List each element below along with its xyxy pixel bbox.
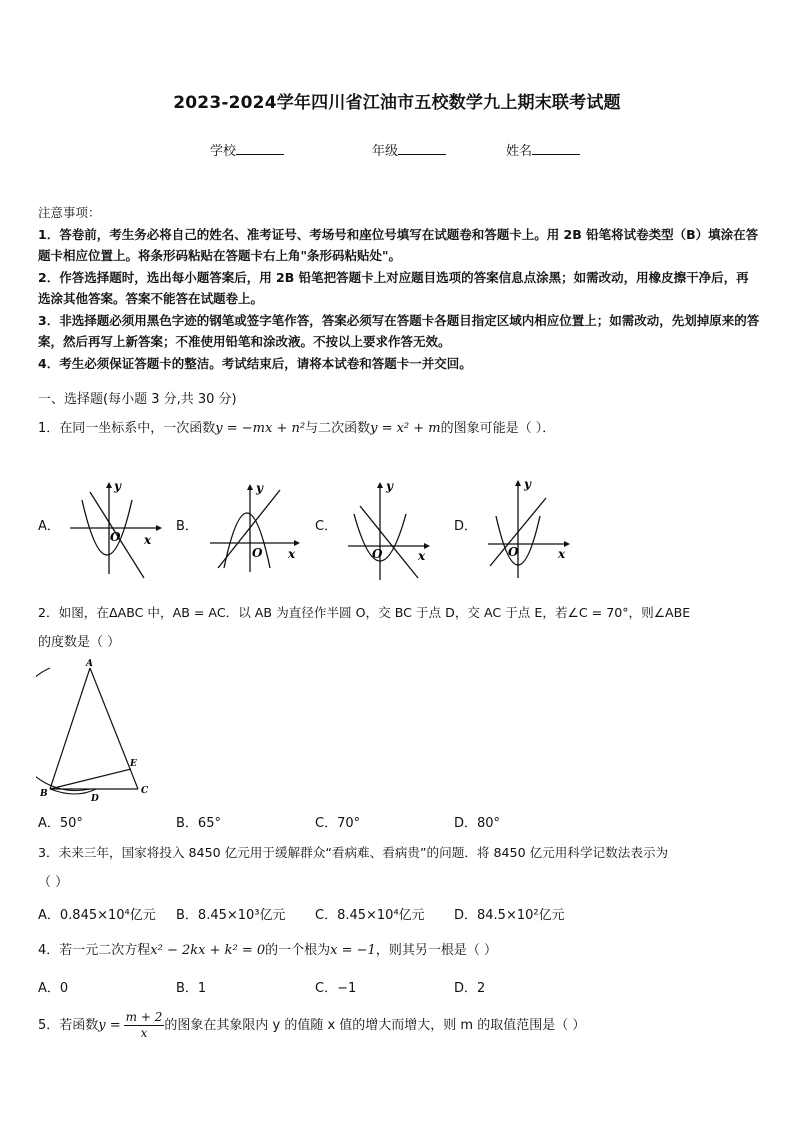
- x-label: x: [418, 549, 426, 563]
- q1-option-d-label: D．: [454, 519, 478, 534]
- label-e: E: [130, 759, 137, 769]
- school-label: 学校: [210, 144, 237, 159]
- question-4: [38, 940, 758, 962]
- q3-line-2: （ ）: [38, 875, 69, 890]
- x-label: x: [558, 547, 566, 561]
- x-label: x: [288, 547, 296, 561]
- side-ac: [90, 668, 138, 789]
- question-3: [38, 842, 758, 894]
- semicircle-arc: [36, 668, 90, 791]
- q4-option-b: B．1: [176, 981, 207, 996]
- q2-option-c: C．70°: [315, 816, 361, 831]
- q1-prefix: 1．在同一坐标系中，一次函数: [38, 421, 216, 436]
- segment-be: [50, 769, 131, 789]
- section-title: 一、选择题(每小题 3 分,共 30 分): [38, 392, 237, 407]
- x-label: x: [144, 533, 152, 547]
- q4-equation: x² − 2kx + k² = 0: [150, 943, 266, 958]
- school-blank: [236, 142, 284, 155]
- q4-prefix: 4．若一元二次方程: [38, 943, 151, 958]
- y-label: y: [114, 479, 121, 493]
- line: [218, 490, 280, 568]
- name-blank: [532, 142, 580, 155]
- q4-suffix: ，则其另一根是（ ）: [375, 943, 497, 958]
- q2-option-b: B．65°: [176, 816, 221, 831]
- origin-label: O: [372, 547, 383, 561]
- q1-graph-a: [64, 470, 164, 582]
- q5-fraction: [124, 1010, 165, 1041]
- q3-option-a: A．0.845×10⁴亿元: [38, 908, 156, 923]
- question-5: [38, 1010, 758, 1041]
- grade-blank: [398, 142, 446, 155]
- page-title: 2023-2024学年四川省江油市五校数学九上期末联考试题: [173, 93, 621, 113]
- q2-triangle-figure: [36, 656, 156, 802]
- q3-line-1: 3．未来三年，国家将投入 8450 亿元用于缓解群众“看病难、看病贵”的问题．将 8450 亿元用科学记数法表示为: [38, 845, 669, 860]
- y-axis-arrow: [247, 484, 253, 490]
- y-axis-arrow: [515, 480, 521, 486]
- note-item: 4．考生必须保证答题卡的整洁。考试结束后，请将本试卷和答题卡一并交回。: [38, 355, 472, 371]
- q1-option-b-label: B．: [176, 519, 198, 534]
- note-item: 3．非选择题必须用黑色字迹的钢笔或签字笔作答，答案必须写在答题卡各题目指定区域内相应位置上；如需改动，先划掉原来的答案，然后再写上新答案；不准使用铅笔和涂改液。不按以上要求作答无效。: [38, 312, 760, 349]
- q2-option-a: A．50°: [38, 816, 83, 831]
- q4-option-a: A．0: [38, 981, 69, 996]
- q1-graph-c: [344, 476, 438, 586]
- q1-graph-b: [204, 476, 308, 576]
- q1-middle: 与二次函数: [305, 421, 371, 436]
- q2-line-1: 2．如图，在ΔABC 中，AB = AC．以 AB 为直径作半圆 O，交 BC 于点 D，交 AC 于点 E，若∠C = 70°，则∠ABE: [38, 605, 691, 620]
- notes-block: [38, 202, 760, 374]
- question-2: [38, 602, 758, 654]
- q3-option-c: C．8.45×10⁴亿元: [315, 908, 425, 923]
- grade-label: 年级: [372, 144, 399, 159]
- y-label: y: [524, 477, 531, 491]
- question-1: [38, 418, 758, 440]
- note-item: 1．答卷前，考生务必将自己的姓名、准考证号、考场号和座位号填写在试题卷和答题卡上。用 2B 铅笔将试卷类型（B）填涂在答题卡相应位置上。将条形码粘贴在答题卡右上角"条形码粘贴处"。: [38, 226, 759, 263]
- q1-graph-d: [484, 474, 576, 584]
- school-field: [210, 140, 284, 159]
- q1-suffix: 的图象可能是（ ）．: [440, 421, 556, 436]
- q4-option-d: D．2: [454, 981, 486, 996]
- q4-option-c: C．−1: [315, 981, 357, 996]
- notes-heading: 注意事项：: [38, 205, 101, 220]
- parabola: [224, 513, 270, 568]
- q3-option-d: D．84.5×10²亿元: [454, 908, 565, 923]
- q4-root: x = −1: [330, 943, 376, 958]
- name-label: 姓名: [506, 144, 533, 159]
- label-c: C: [141, 786, 149, 796]
- label-d: D: [91, 794, 99, 802]
- q2-line-2: 的度数是（ ）: [38, 635, 121, 650]
- q5-denominator: x: [140, 1026, 148, 1040]
- x-axis-arrow: [294, 540, 300, 546]
- x-axis-arrow: [156, 525, 162, 531]
- y-axis-arrow: [377, 482, 383, 488]
- name-field: [506, 140, 580, 159]
- q5-numerator: m + 2: [125, 1010, 163, 1024]
- q1-quadratic-function: y = x² + m: [370, 421, 441, 436]
- q5-suffix: 的图象在其象限内 y 的值随 x 值的增大而增大，则 m 的取值范围是（ ）: [164, 1017, 586, 1033]
- q3-option-b: B．8.45×10³亿元: [176, 908, 286, 923]
- grade-field: [372, 140, 446, 159]
- origin-label: O: [252, 546, 263, 560]
- line: [360, 506, 418, 578]
- q1-option-c-label: C．: [315, 519, 338, 534]
- q5-prefix: 5．若函数: [38, 1017, 99, 1033]
- origin-label: O: [508, 545, 519, 559]
- y-label: y: [256, 481, 263, 495]
- label-b: B: [40, 789, 48, 799]
- q5-lhs: y =: [98, 1017, 121, 1033]
- q2-option-d: D．80°: [454, 816, 501, 831]
- label-a: A: [86, 659, 93, 669]
- y-axis-arrow: [106, 482, 112, 488]
- side-ab: [50, 668, 90, 789]
- q1-linear-function: y = −mx + n²: [215, 421, 306, 436]
- origin-label: O: [110, 530, 121, 544]
- y-label: y: [386, 479, 393, 493]
- q1-option-a-label: A．: [38, 519, 60, 534]
- q4-middle: 的一个根为: [265, 943, 331, 958]
- note-item: 2．作答选择题时，选出每小题答案后，用 2B 铅笔把答题卡上对应题目选项的答案信息点涂黑；如需改动，用橡皮擦干净后，再选涂其他答案。答案不能答在试题卷上。: [38, 269, 749, 306]
